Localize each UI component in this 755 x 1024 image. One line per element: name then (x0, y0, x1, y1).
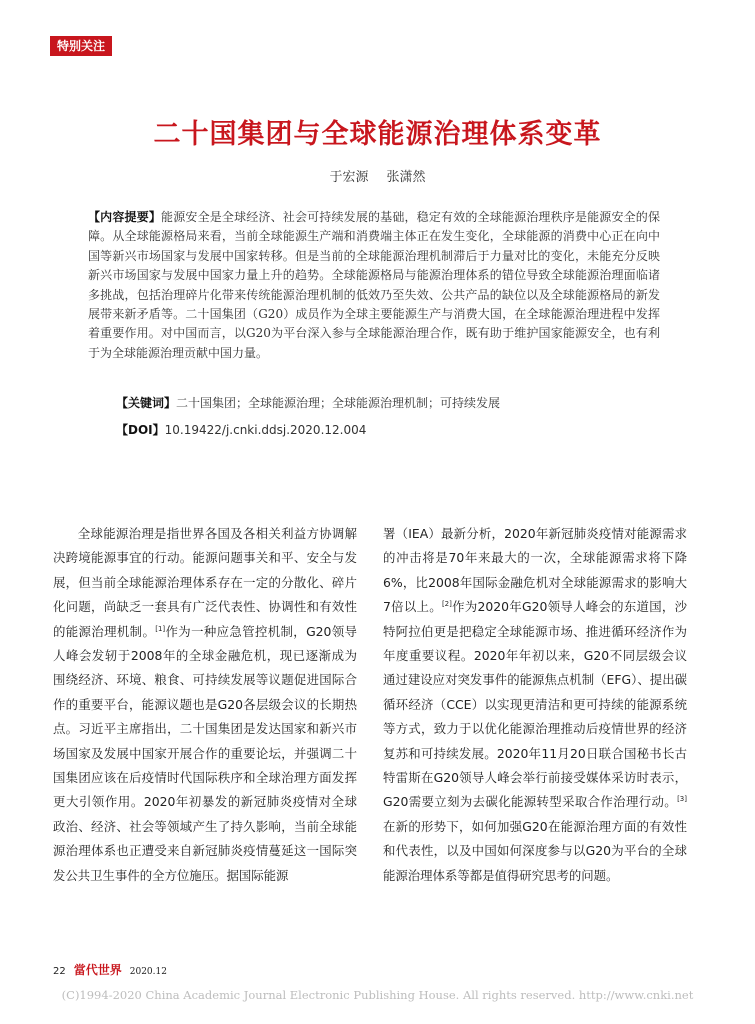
doi-label: 【DOI】 (116, 423, 165, 437)
author-2: 张潇然 (386, 170, 426, 185)
authors (0, 166, 755, 185)
section-tag: 特别关注 (50, 36, 112, 56)
abstract-text: 能源安全是全球经济、社会可持续发展的基础，稳定有效的全球能源治理秩序是能源安全的保障。从全球能源格局来看，当前全球能源生产端和消费端主体正在发生变化，全球能源的消费中心正在向中国等新兴市场国家与发展中国家转移。但是当前的全球能源治理机制滞后于力量对比的变化，未能充分反映新兴市场国家与发展中国家力量上升的趋势。全球能源格局与能源治理体系的错位导致全球能源治理面临诸多挑战，包括治理碎片化带来传统能源治理机制的低效乃至失效、公共产品的缺位以及全球能源格局的新发展带来新矛盾等。二十国集团（G20）成员作为全球主要能源生产与消费大国，在全球能源治理进程中发挥着重要作用。对中国而言，以G20为平台深入参与全球能源治理合作，既有助于维护国家能源安全，也有利于为全球能源治理贡献中国力量。 (88, 210, 660, 360)
paragraph-text: 作为2020年G20领导人峰会的东道国，沙特阿拉伯更是把稳定全球能源市场、推进循环经济作为年度重要议程。2020年年初以来，G20不同层级会议通过建设应对突发事件的能源焦点机制（EFG）、提出碳循环经济（CCE）以实现更清洁和更可持续的能源系统等方式，致力于以优化能源治理推动后疫情世界的经济复苏和可持续发展。2020年11月20日联合国秘书长古特雷斯在G20领导人峰会举行前接受媒体采访时表示，G20需要立刻为去碳化能源转型采取合作治理行动。 (383, 599, 687, 810)
citation-ref: [1] (155, 624, 166, 633)
keywords-text: 二十国集团；全球能源治理；全球能源治理机制；可持续发展 (176, 396, 501, 410)
body-column-right (383, 522, 687, 888)
author-1: 于宏源 (329, 170, 369, 185)
keywords (116, 394, 676, 413)
page-number: 22 (53, 966, 66, 977)
abstract-label: 【内容提要】 (88, 210, 162, 224)
issue-number: 2020.12 (129, 967, 167, 977)
paragraph-text: 署（IEA）最新分析，2020年新冠肺炎疫情对能源需求的冲击将是70年来最大的一次，全球能源需求将下降6%，比2008年国际金融危机对全球能源需求的影响大7倍以上。 (383, 526, 687, 615)
paragraph-text: 全球能源治理是指世界各国及各相关利益方协调解决跨境能源事宜的行动。能源问题事关和平、安全与发展，但当前全球能源治理体系存在一定的分散化、碎片化问题，尚缺乏一套具有广泛代表性、协调性和有效性的能源治理机制。 (53, 526, 357, 639)
journal-logo: 當代世界 (73, 963, 122, 977)
body-column-left (53, 522, 357, 888)
paragraph (383, 522, 687, 888)
citation-ref: [2] (441, 600, 452, 609)
paragraph-text: 作为一种应急管控机制，G20领导人峰会发轫于2008年的全球金融危机，现已逐渐成为围绕经济、环境、粮食、可持续发展等议题促进国际合作的重要平台，能源议题也是G20各层级会议的长期热点。习近平主席指出，二十国集团是发达国家和新兴市场国家及发展中国家开展合作的重要论坛，并强调二十国集团应该在后疫情时代国际秩序和全球治理方面发挥更大引领作用。2020年初暴发的新冠肺炎疫情对全球政治、经济、社会等领域产生了持久影响，当前全球能源治理体系也正遭受来自新冠肺炎疫情蔓延这一国际突发公共卫生事件的全方位施压。据国际能源 (53, 623, 357, 883)
page-footer (53, 961, 167, 978)
doi-value: 10.19422/j.cnki.ddsj.2020.12.004 (164, 423, 367, 437)
citation-ref: [3] (677, 795, 687, 804)
doi (116, 421, 676, 440)
abstract (88, 208, 660, 363)
paragraph-text: 在新的形势下，如何加强G20在能源治理方面的有效性和代表性，以及中国如何深度参与以G20为平台的全球能源治理体系等都是值得研究思考的问题。 (383, 818, 687, 883)
paragraph (53, 522, 357, 888)
keywords-label: 【关键词】 (116, 396, 177, 410)
copyright-watermark: (C)1994-2020 China Academic Journal Electronic Publishing House. All rights reserved. http://www.cnki.net (61, 988, 694, 1002)
article-title: 二十国集团与全球能源治理体系变革 (153, 119, 602, 150)
